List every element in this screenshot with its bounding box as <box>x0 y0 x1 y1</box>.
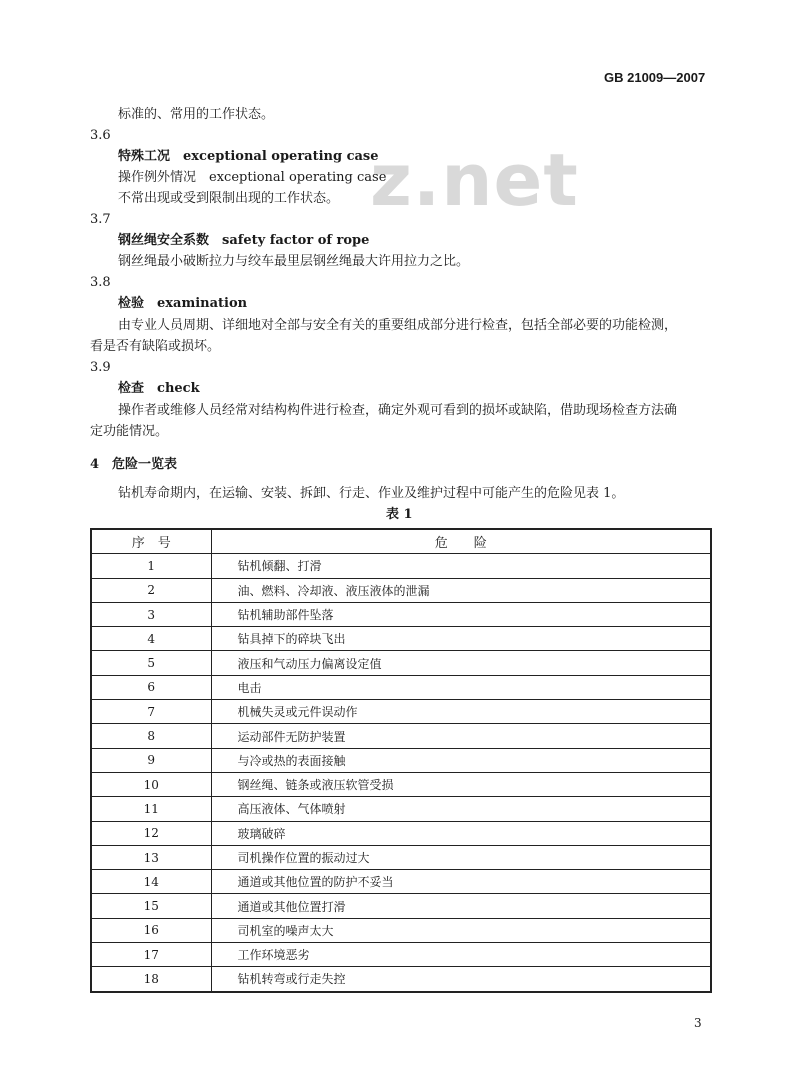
row-number: 8 <box>91 724 211 748</box>
term-en: exceptional operating case <box>183 149 379 164</box>
table-caption: 表 1 <box>386 507 413 522</box>
section-3-9-definition-line2: 定功能情况。 <box>90 424 169 439</box>
table-row <box>91 724 711 748</box>
row-number: 9 <box>91 748 211 772</box>
section-3-5-continuation: 标准的、常用的工作状态。 <box>118 107 275 122</box>
row-number: 7 <box>91 700 211 724</box>
row-number: 4 <box>91 627 211 651</box>
row-hazard: 电击 <box>211 675 711 699</box>
table-row <box>91 845 711 869</box>
section-3-9-term <box>118 381 200 397</box>
row-hazard: 机械失灵或元件误动作 <box>211 700 711 724</box>
table-row <box>91 943 711 967</box>
row-number: 10 <box>91 772 211 796</box>
row-number: 17 <box>91 943 211 967</box>
row-hazard: 通道或其他位置打滑 <box>211 894 711 918</box>
section-3-7-term <box>118 233 369 249</box>
term-en: examination <box>157 296 248 311</box>
row-number: 11 <box>91 797 211 821</box>
table-row <box>91 700 711 724</box>
row-hazard: 钻机转弯或行走失控 <box>211 967 711 992</box>
section-4-intro: 钻机寿命期内，在运输、安装、拆卸、行走、作业及维护过程中可能产生的危险见表 1。 <box>118 486 625 501</box>
row-number: 18 <box>91 967 211 992</box>
header-hazard: 危 险 <box>211 529 711 554</box>
row-hazard: 高压液体、气体喷射 <box>211 797 711 821</box>
section-3-9-definition-line1: 操作者或维修人员经常对结构构件进行检查，确定外观可看到的损坏或缺陷，借助现场检查方法确 <box>118 403 678 418</box>
row-number: 15 <box>91 894 211 918</box>
section-3-8-term <box>118 296 247 312</box>
term-en: safety factor of rope <box>222 233 370 248</box>
page-number: 3 <box>694 1016 702 1030</box>
row-hazard: 油、燃料、冷却液、液压液体的泄漏 <box>211 578 711 602</box>
section-3-7-number: 3.7 <box>90 212 111 227</box>
table-row <box>91 627 711 651</box>
term-cn: 检查 <box>118 381 145 396</box>
table-row <box>91 797 711 821</box>
row-hazard: 钻具掉下的碎块飞出 <box>211 627 711 651</box>
row-number: 6 <box>91 675 211 699</box>
section-3-6-number: 3.6 <box>90 128 111 143</box>
row-hazard: 工作环境恶劣 <box>211 943 711 967</box>
standard-id: GB 21009—2007 <box>604 70 706 85</box>
row-number: 1 <box>91 554 211 578</box>
term-cn: 特殊工况 <box>118 149 171 164</box>
row-hazard: 玻璃破碎 <box>211 821 711 845</box>
table-row <box>91 870 711 894</box>
row-number: 5 <box>91 651 211 675</box>
table-row <box>91 894 711 918</box>
table-row <box>91 554 711 578</box>
section-3-6-definition: 不常出现或受到限制出现的工作状态。 <box>118 191 340 206</box>
term-cn: 钢丝绳安全系数 <box>118 233 210 248</box>
table-row <box>91 967 711 992</box>
table-row <box>91 578 711 602</box>
term-cn: 检验 <box>118 296 145 311</box>
watermark: z.net <box>370 138 579 222</box>
section-3-8-definition-line2: 看是否有缺陷或损坏。 <box>90 339 221 354</box>
hazard-table <box>90 528 712 993</box>
table-row <box>91 602 711 626</box>
table-row <box>91 772 711 796</box>
section-3-6-alt-term <box>118 170 386 186</box>
row-number: 12 <box>91 821 211 845</box>
row-hazard: 司机室的噪声太大 <box>211 918 711 942</box>
row-number: 16 <box>91 918 211 942</box>
header-no: 序 号 <box>91 529 211 554</box>
table-row <box>91 675 711 699</box>
section-3-8-definition-line1: 由专业人员周期、详细地对全部与安全有关的重要组成部分进行检查，包括全部必要的功能检测， <box>118 318 678 333</box>
row-hazard: 钻机倾翻、打滑 <box>211 554 711 578</box>
alt-term-en: exceptional operating case <box>209 170 387 185</box>
row-hazard: 运动部件无防护装置 <box>211 724 711 748</box>
row-number: 2 <box>91 578 211 602</box>
table-row <box>91 651 711 675</box>
alt-term-cn: 操作例外情况 <box>118 170 197 185</box>
row-hazard: 通道或其他位置的防护不妥当 <box>211 870 711 894</box>
row-hazard: 液压和气动压力偏离设定值 <box>211 651 711 675</box>
row-number: 3 <box>91 602 211 626</box>
row-hazard: 钢丝绳、链条或液压软管受损 <box>211 772 711 796</box>
row-hazard: 司机操作位置的振动过大 <box>211 845 711 869</box>
section-4-heading: 4 危险一览表 <box>90 457 178 472</box>
section-3-9-number: 3.9 <box>90 360 111 375</box>
table-row <box>91 918 711 942</box>
row-number: 13 <box>91 845 211 869</box>
term-en: check <box>157 381 200 396</box>
section-3-8-number: 3.8 <box>90 275 111 290</box>
section-3-6-term <box>118 149 379 165</box>
table-row <box>91 748 711 772</box>
row-number: 14 <box>91 870 211 894</box>
table-header-row <box>91 529 711 554</box>
row-hazard: 钻机辅助部件坠落 <box>211 602 711 626</box>
row-hazard: 与冷或热的表面接触 <box>211 748 711 772</box>
table-row <box>91 821 711 845</box>
section-3-7-definition: 钢丝绳最小破断拉力与绞车最里层钢丝绳最大许用拉力之比。 <box>118 254 470 269</box>
